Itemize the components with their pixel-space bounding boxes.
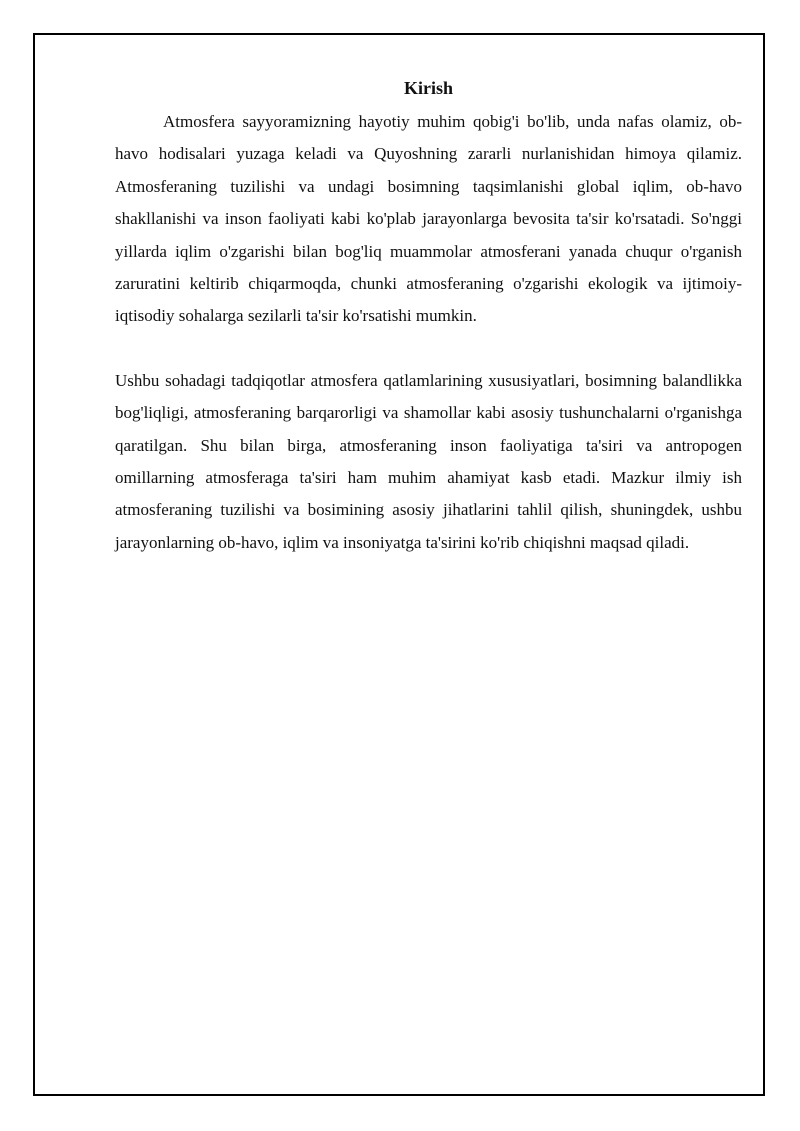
paragraph-spacer — [115, 333, 742, 365]
paragraph-intro: Atmosfera sayyoramizning hayotiy muhim qobig'i bo'lib, unda nafas olamiz, ob-havo hodisalari yuzaga keladi va Quyoshning zararli nurlanishidan himoya qilamiz. Atmosferaning tuzilishi va undagi bosimning taqsimlanishi global iqlim, ob-havo shakllanishi va inson faoliyati kabi ko'plab jarayonlarga bevosita ta'sir ko'rsatadi. So'nggi yillarda iqlim o'zgarishi bilan bog'liq muammolar atmosferani yanada chuqur o'rganish zaruratini keltirib chiqarmoqda, chunki atmosferaning o'zgarishi ekologik va ijtimoiy-iqtisodiy sohalarga sezilarli ta'sir ko'rsatishi mumkin. — [115, 112, 742, 326]
document-title: Kirish — [403, 78, 453, 98]
document-body — [115, 76, 742, 559]
paragraph-research: Ushbu sohadagi tadqiqotlar atmosfera qatlamlarining xususiyatlari, bosimning balandlikka bog'liqligi, atmosferaning barqarorligi va shamollar kabi asosiy tushunchalarni o'rganishga qaratilgan. Shu bilan birga, atmosferaning inson faoliyatiga ta'siri va antropogen omillarning atmosferaga ta'siri ham muhim ahamiyat kasb etadi. Mazkur ilmiy ish atmosferaning tuzilishi va bosimining asosiy jihatlarini tahlil qilish, shuningdek, ushbu jarayonlarning ob-havo, iqlim va insoniyatga ta'sirini ko'rib chiqishni maqsad qiladi. — [115, 370, 742, 552]
